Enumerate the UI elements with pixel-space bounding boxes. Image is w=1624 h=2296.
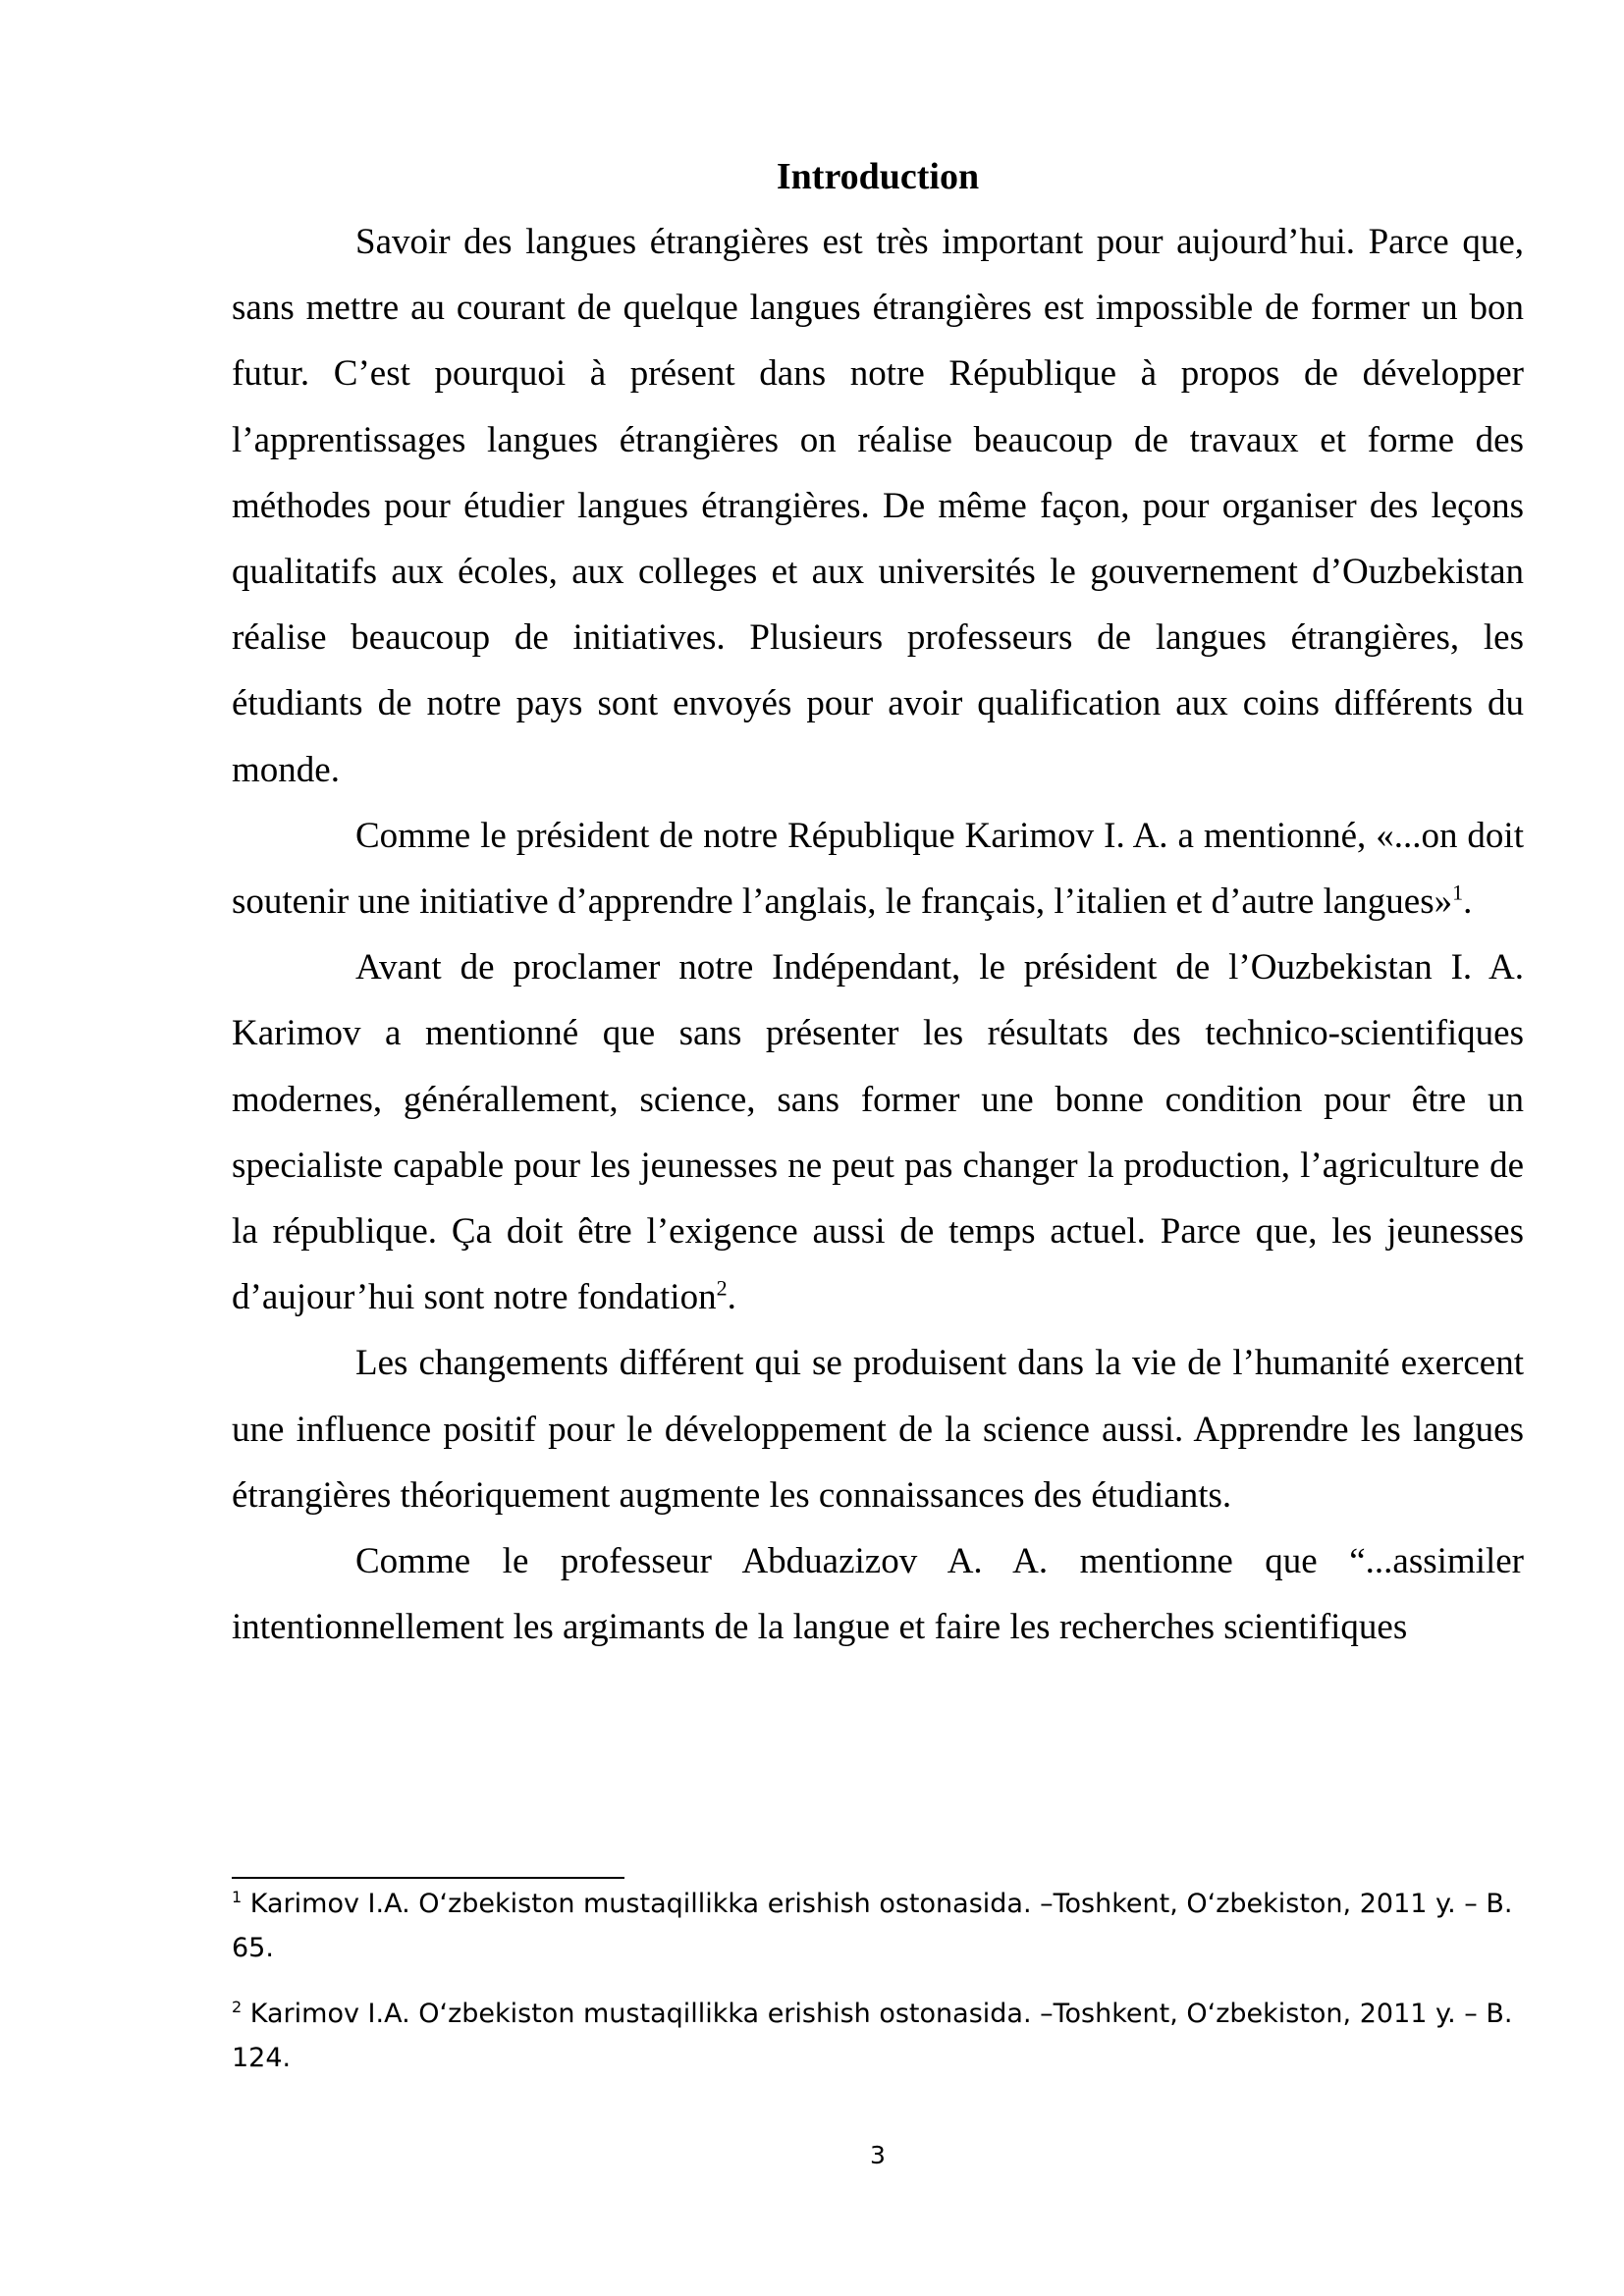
footnotes <box>232 1882 1524 2102</box>
paragraph <box>232 1528 1524 1660</box>
paragraph <box>232 209 1524 803</box>
paragraph-text: Savoir des langues étrangières est très important pour aujourd’hui. Parce que, sans mettre au courant de quelque langues étrangières est impossible de former un bon futur. C’est pourquoi à présent dans notre République à propos de développer l’apprentissages langues étrangières on réalise beaucoup de travaux et forme des méthodes pour étudier langues étrangières. De même façon, pour organiser des leçons qualitatifs aux écoles, aux colleges et aux universités le gouvernement d’Ouzbekistan réalise beaucoup de initiatives. Plusieurs professeurs de langues étrangières, les étudiants de notre pays sont envoyés pour avoir qualification aux coins différents du monde. <box>232 222 1524 790</box>
footnote-number: 2 <box>232 1998 243 2016</box>
paragraph <box>232 803 1524 934</box>
footnote-text: Karimov I.A. O‘zbekiston mustaqillikka erishish ostonasida. –Toshkent, O‘zbekiston, 2011 y. – B. 124. <box>232 1999 1513 2073</box>
footnote <box>232 1992 1524 2080</box>
paragraph-text: Comme le président de notre République Karimov I. A. a mentionné, «...on doit soutenir une initiative d’apprendre l’anglais, le français, l’italien et d’autre langues» <box>232 815 1524 923</box>
paragraph <box>232 1330 1524 1528</box>
paragraph-text: Avant de proclamer notre Indépendant, le président de l’Ouzbekistan I. A. Karimov a mentionné que sans présenter les résultats des technico-scientifiques modernes, générallement, science, sans former une bonne condition pour être un specialiste capable pour les jeunesses ne peut pas changer la production, l’agriculture de la république. Ça doit être l’exigence aussi de temps actuel. Parce que, les jeunesses d’aujour’hui sont notre fondation <box>232 947 1524 1318</box>
paragraph-text: Les changements différent qui se produisent dans la vie de l’humanité exercent une influence positif pour le développement de la science aussi. Apprendre les langues étrangières théoriquement augmente les connaissances des étudiants. <box>232 1343 1524 1516</box>
paragraph-text-end: . <box>727 1277 736 1318</box>
paragraph-text-end: . <box>1463 881 1473 923</box>
body-text <box>232 209 1524 1660</box>
page-title: Introduction <box>776 156 980 197</box>
footnote <box>232 1882 1524 1970</box>
paragraph <box>232 934 1524 1330</box>
footnote-number: 1 <box>232 1888 243 1906</box>
footnote-separator <box>232 1877 624 1879</box>
footnote-reference[interactable]: 1 <box>1452 880 1464 905</box>
footnote-text: Karimov I.A. O‘zbekiston mustaqillikka erishish ostonasida. –Toshkent, O‘zbekiston, 2011 y. – B. 65. <box>232 1889 1513 1963</box>
page-number: 3 <box>870 2141 886 2169</box>
footnote-reference[interactable]: 2 <box>716 1275 728 1301</box>
paragraph-text: Comme le professeur Abduazizov A. A. mentionne que “...assimiler intentionnellement les argimants de la langue et faire les recherches scientifiques <box>232 1541 1524 1648</box>
